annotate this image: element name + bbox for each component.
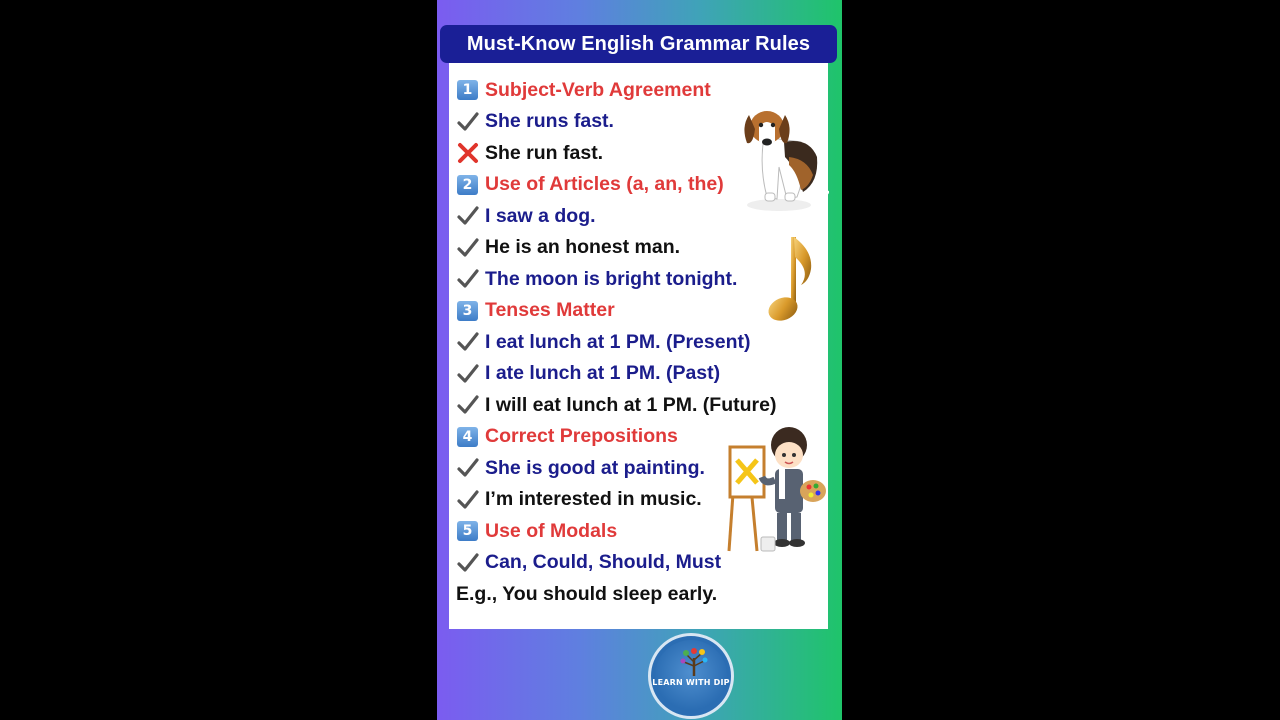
rule-text: He is an honest man.: [485, 236, 681, 258]
rule-text: I’m interested in music.: [485, 488, 702, 510]
rule-text: I eat lunch at 1 PM. (Present): [485, 330, 751, 353]
rule-text: Can, Could, Should, Must: [485, 551, 722, 573]
rule-heading: [456, 517, 617, 545]
rule-heading: [456, 76, 711, 104]
check-mark-icon: [456, 552, 483, 574]
rule-line: [456, 265, 737, 293]
rule-line: [456, 454, 705, 482]
keycap-number: 4: [457, 427, 478, 447]
grammar-rules-card: [449, 63, 828, 629]
logo-text: LEARN WITH DIP: [652, 678, 730, 687]
rule-line: [456, 139, 603, 167]
rule-text: Correct Prepositions: [485, 425, 678, 447]
check-mark-icon: [456, 457, 483, 479]
rule-text: I saw a dog.: [485, 204, 596, 227]
rule-line: [456, 486, 702, 514]
check-mark-icon: [456, 268, 483, 290]
channel-logo[interactable]: [648, 633, 734, 719]
rule-text: The moon is bright tonight.: [485, 267, 738, 290]
rule-text: Use of Articles (a, an, the): [485, 173, 724, 195]
rule-text: I will eat lunch at 1 PM. (Future): [485, 393, 777, 416]
rule-line: [456, 391, 776, 419]
keycap-number: 1: [457, 80, 478, 100]
keycap-number: 5: [457, 521, 478, 541]
tree-book-icon: [679, 648, 709, 676]
check-mark-icon: [456, 111, 483, 133]
rule-line: [456, 360, 720, 388]
rule-line: [456, 234, 680, 262]
keycap-number-icon: [456, 520, 483, 542]
music-note-image: [761, 233, 821, 328]
rule-text: Subject-Verb Agreement: [485, 78, 711, 101]
rule-text: Use of Modals: [485, 519, 618, 542]
rule-text: She runs fast.: [485, 110, 614, 132]
beagle-dog-image: [729, 97, 829, 217]
rule-heading: [456, 423, 678, 451]
rule-line: [456, 328, 750, 356]
rule-line: [456, 202, 596, 230]
rule-text: She run fast.: [485, 141, 604, 164]
painter-boy-image: [727, 425, 829, 557]
check-mark-icon: [456, 489, 483, 511]
rule-line: [456, 580, 717, 608]
rule-heading: [456, 171, 724, 199]
rule-text: E.g., You should sleep early.: [456, 582, 718, 605]
rule-text: She is good at painting.: [485, 456, 705, 479]
check-mark-icon: [456, 331, 483, 353]
rule-line: [456, 108, 614, 136]
check-mark-icon: [456, 237, 483, 259]
keycap-number-icon: [456, 174, 483, 196]
keycap-number: 3: [457, 301, 478, 321]
keycap-number-icon: [456, 426, 483, 448]
rule-text: Tenses Matter: [485, 299, 615, 321]
page-title: Must-Know English Grammar Rules: [440, 25, 837, 63]
keycap-number: 2: [457, 175, 478, 195]
cross-mark-icon: [456, 142, 483, 164]
check-mark-icon: [456, 394, 483, 416]
rule-line: [456, 549, 721, 577]
keycap-number-icon: [456, 300, 483, 322]
keycap-number-icon: [456, 79, 483, 101]
check-mark-icon: [456, 363, 483, 385]
check-mark-icon: [456, 205, 483, 227]
rule-heading: [456, 297, 615, 325]
rule-text: I ate lunch at 1 PM. (Past): [485, 362, 721, 384]
video-frame: [437, 0, 842, 720]
